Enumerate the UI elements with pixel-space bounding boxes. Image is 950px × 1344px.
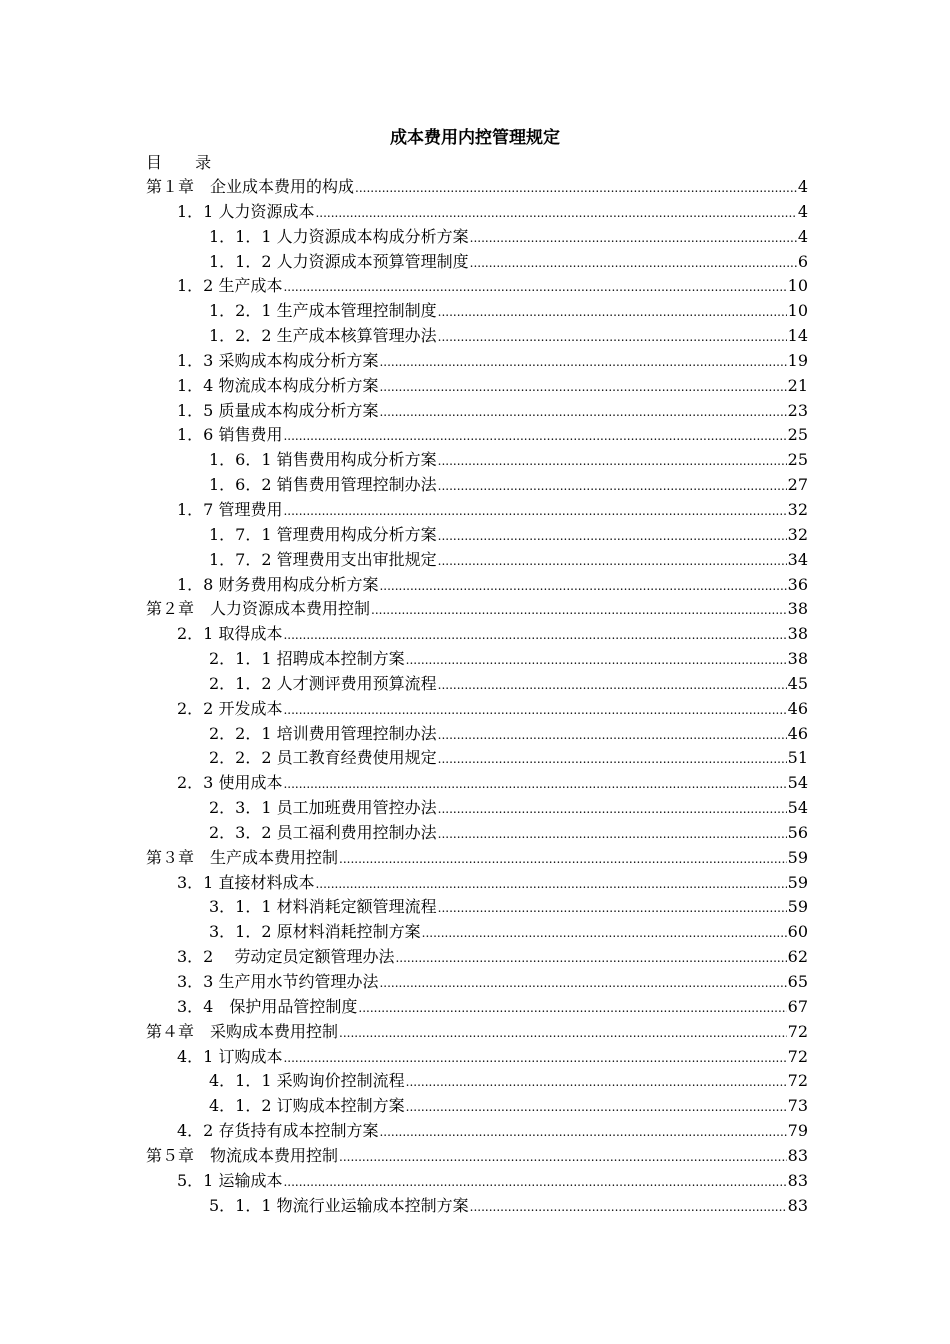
toc-entry[interactable] <box>146 995 808 1020</box>
toc-dot-leader <box>358 996 786 1020</box>
toc-page-number: 83 <box>787 1145 808 1165</box>
toc-entry-title: 2．1．1 招聘成本控制方案 <box>209 649 405 669</box>
toc-dot-leader <box>406 1070 787 1094</box>
toc-entry[interactable] <box>146 1194 808 1219</box>
toc-page-number: 36 <box>787 574 808 594</box>
toc-entry[interactable] <box>146 324 808 349</box>
toc-dot-leader <box>283 499 786 523</box>
toc-dot-leader <box>406 648 787 672</box>
toc-page-number: 38 <box>787 624 808 644</box>
toc-page-number: 65 <box>787 972 808 991</box>
toc-entry-title: 1．3 采购成本构成分析方案 <box>177 350 379 370</box>
toc-page-number: 10 <box>787 301 808 321</box>
toc-heading: 目 录 <box>146 153 226 172</box>
toc-dot-leader <box>371 598 787 622</box>
toc-dot-leader <box>283 623 786 647</box>
toc-dot-leader <box>438 747 787 771</box>
toc-entry-title: 3．3 生产用水节约管理办法 <box>177 972 379 991</box>
toc-dot-leader <box>438 300 787 324</box>
toc-entry[interactable] <box>146 846 808 871</box>
toc-entry-title: 1．8 财务费用构成分析方案 <box>177 574 379 594</box>
toc-dot-leader <box>438 325 787 349</box>
toc-entry[interactable] <box>146 548 808 573</box>
toc-entry-title: 2．1．2 人才测评费用预算流程 <box>209 673 437 693</box>
toc-dot-leader <box>379 574 786 598</box>
toc-entry[interactable] <box>146 423 808 448</box>
toc-entry[interactable] <box>146 796 808 821</box>
toc-entry-title: 第１章 企业成本费用的构成 <box>146 177 355 196</box>
toc-entry-title: 2．2 开发成本 <box>177 698 283 718</box>
toc-dot-leader <box>283 1170 786 1194</box>
toc-dot-leader <box>315 201 796 225</box>
toc-page-number: 4 <box>797 226 808 246</box>
toc-dot-leader <box>438 822 787 846</box>
toc-page-number: 60 <box>787 922 808 942</box>
toc-page-number: 72 <box>787 1046 808 1066</box>
toc-entry-title: 3．2 劳动定员定额管理办法 <box>177 947 395 967</box>
toc-entry[interactable] <box>146 274 808 299</box>
toc-entry-title: 5．1 运输成本 <box>177 1170 283 1190</box>
toc-page-number: 21 <box>787 375 808 395</box>
toc-dot-leader <box>438 896 787 920</box>
toc-entry-title: 第２章 人力资源成本费用控制 <box>146 599 371 619</box>
toc-page-number: 72 <box>787 1071 808 1091</box>
toc-dot-leader <box>438 449 787 473</box>
toc-page-number: 32 <box>787 499 808 519</box>
toc-entry[interactable] <box>146 622 808 647</box>
toc-entry[interactable] <box>146 374 808 399</box>
toc-entry[interactable] <box>146 573 808 598</box>
toc-entry-title: 2．3 使用成本 <box>177 773 283 793</box>
toc-entry[interactable] <box>146 945 808 970</box>
toc-entry-title: 2．3．2 员工福利费用控制办法 <box>209 822 437 842</box>
toc-page-number: 51 <box>787 748 808 768</box>
toc-entry[interactable] <box>146 299 808 324</box>
toc-entry-title: 1．7．2 管理费用支出审批规定 <box>209 549 437 569</box>
toc-entry[interactable] <box>146 821 808 846</box>
toc-dot-leader <box>315 872 786 896</box>
toc-entry-title: 4．1 订购成本 <box>177 1046 283 1066</box>
toc-entry-title: 3．1．1 材料消耗定额管理流程 <box>209 897 437 917</box>
toc-page-number: 83 <box>787 1195 808 1215</box>
toc-dot-leader <box>283 275 786 299</box>
toc-entry-title: 第５章 物流成本费用控制 <box>146 1145 339 1165</box>
document-title: 成本费用内控管理规定 <box>390 128 560 148</box>
toc-entry[interactable] <box>146 1094 808 1119</box>
toc-page-number: 72 <box>787 1021 808 1041</box>
toc-entry-title: 5．1．1 物流行业运输成本控制方案 <box>209 1195 469 1215</box>
toc-entry-title: 1．6．2 销售费用管理控制办法 <box>209 475 437 495</box>
toc-entry-title: 4．2 存货持有成本控制方案 <box>177 1121 379 1141</box>
toc-entry-title: 1．2．1 生产成本管理控制制度 <box>209 301 437 321</box>
toc-page-number: 67 <box>787 996 808 1016</box>
toc-page-number: 23 <box>787 400 808 420</box>
toc-entry[interactable] <box>146 175 808 200</box>
toc-page-number: 27 <box>787 475 808 495</box>
toc-entry-title: 1．1．1 人力资源成本构成分析方案 <box>209 226 469 246</box>
toc-page-number: 83 <box>787 1170 808 1190</box>
toc-dot-leader <box>406 1095 787 1119</box>
toc-entry[interactable] <box>146 1144 808 1169</box>
toc-page-number: 38 <box>787 599 808 619</box>
toc-page-number: 10 <box>787 276 808 296</box>
toc-page-number: 59 <box>787 847 808 867</box>
toc-dot-leader <box>355 176 797 200</box>
toc-entry[interactable] <box>146 448 808 473</box>
toc-dot-leader <box>283 424 786 448</box>
toc-dot-leader <box>438 524 787 548</box>
toc-page-number: 32 <box>787 524 808 544</box>
toc-entry-title: 3．1．2 原材料消耗控制方案 <box>209 922 421 942</box>
table-of-contents <box>146 175 808 1218</box>
toc-page-number: 46 <box>787 723 808 743</box>
toc-dot-leader <box>470 226 797 250</box>
toc-entry-title: 1．5 质量成本构成分析方案 <box>177 400 379 420</box>
toc-entry[interactable] <box>146 523 808 548</box>
toc-entry[interactable] <box>146 498 808 523</box>
toc-dot-leader <box>379 1120 786 1144</box>
toc-dot-leader <box>283 772 786 796</box>
toc-entry[interactable] <box>146 647 808 672</box>
toc-entry-title: 1．2 生产成本 <box>177 276 283 296</box>
toc-dot-leader <box>339 1145 787 1169</box>
toc-entry[interactable] <box>146 1045 808 1070</box>
toc-page-number: 4 <box>797 201 808 221</box>
toc-entry-title: 2．2．2 员工教育经费使用规定 <box>209 748 437 768</box>
toc-page-number: 25 <box>787 450 808 470</box>
toc-page-number: 59 <box>787 872 808 892</box>
toc-page-number: 34 <box>787 549 808 569</box>
toc-entry[interactable] <box>146 871 808 896</box>
toc-dot-leader <box>379 971 786 995</box>
toc-entry[interactable] <box>146 597 808 622</box>
toc-dot-leader <box>438 474 787 498</box>
toc-entry-title: 4．1．2 订购成本控制方案 <box>209 1096 405 1116</box>
toc-entry-title: 4．1．1 采购询价控制流程 <box>209 1071 405 1091</box>
toc-entry-title: 1．6．1 销售费用构成分析方案 <box>209 450 437 470</box>
toc-page-number: 38 <box>787 649 808 669</box>
toc-dot-leader <box>438 673 787 697</box>
toc-entry[interactable] <box>146 697 808 722</box>
toc-entry-title: 1．1 人力资源成本 <box>177 201 315 221</box>
toc-dot-leader <box>470 251 797 275</box>
toc-page-number: 19 <box>787 350 808 370</box>
toc-dot-leader <box>438 549 787 573</box>
toc-page-number: 79 <box>787 1121 808 1141</box>
toc-entry[interactable] <box>146 771 808 796</box>
toc-page-number: 25 <box>787 425 808 445</box>
toc-entry-title: 2．1 取得成本 <box>177 624 283 644</box>
toc-entry[interactable] <box>146 1020 808 1045</box>
toc-dot-leader <box>438 723 787 747</box>
toc-entry-title: 2．2．1 培训费用管理控制办法 <box>209 723 437 743</box>
toc-dot-leader <box>438 797 787 821</box>
toc-dot-leader <box>283 698 786 722</box>
toc-entry-title: 1．4 物流成本构成分析方案 <box>177 375 379 395</box>
toc-entry[interactable] <box>146 473 808 498</box>
toc-dot-leader <box>470 1195 787 1219</box>
toc-entry-title: 1．6 销售费用 <box>177 425 283 445</box>
toc-dot-leader <box>379 375 786 399</box>
toc-dot-leader <box>339 847 787 871</box>
toc-entry[interactable] <box>146 225 808 250</box>
toc-entry-title: 第３章 生产成本费用控制 <box>146 847 339 867</box>
toc-entry[interactable] <box>146 250 808 275</box>
toc-entry-title: 第４章 采购成本费用控制 <box>146 1021 339 1041</box>
toc-page-number: 4 <box>797 177 808 196</box>
toc-entry[interactable] <box>146 722 808 747</box>
toc-entry[interactable] <box>146 746 808 771</box>
toc-entry[interactable] <box>146 1069 808 1094</box>
toc-entry[interactable] <box>146 1169 808 1194</box>
toc-dot-leader <box>339 1021 787 1045</box>
toc-page-number: 6 <box>797 251 808 271</box>
toc-page-number: 54 <box>787 798 808 818</box>
toc-dot-leader <box>395 946 786 970</box>
toc-entry-title: 1．7．1 管理费用构成分析方案 <box>209 524 437 544</box>
toc-entry[interactable] <box>146 399 808 424</box>
toc-page-number: 62 <box>787 947 808 967</box>
toc-entry-title: 3．1 直接材料成本 <box>177 872 315 892</box>
toc-entry-title: 3．4 保护用品管控制度 <box>177 996 358 1016</box>
toc-page-number: 54 <box>787 773 808 793</box>
toc-entry[interactable] <box>146 672 808 697</box>
toc-page-number: 73 <box>787 1096 808 1116</box>
toc-entry[interactable] <box>146 1119 808 1144</box>
toc-entry[interactable] <box>146 200 808 225</box>
toc-page-number: 14 <box>787 326 808 346</box>
toc-entry-title: 2．3．1 员工加班费用管控办法 <box>209 798 437 818</box>
toc-page-number: 59 <box>787 897 808 917</box>
toc-dot-leader <box>422 921 787 945</box>
toc-entry-title: 1．1．2 人力资源成本预算管理制度 <box>209 251 469 271</box>
toc-page-number: 45 <box>787 673 808 693</box>
toc-entry-title: 1．2．2 生产成本核算管理办法 <box>209 326 437 346</box>
toc-dot-leader <box>379 350 786 374</box>
toc-entry[interactable] <box>146 920 808 945</box>
toc-dot-leader <box>379 400 786 424</box>
toc-entry[interactable] <box>146 895 808 920</box>
toc-entry[interactable] <box>146 970 808 995</box>
toc-page-number: 56 <box>787 822 808 842</box>
toc-dot-leader <box>283 1046 786 1070</box>
toc-entry[interactable] <box>146 349 808 374</box>
toc-page-number: 46 <box>787 698 808 718</box>
toc-entry-title: 1．7 管理费用 <box>177 499 283 519</box>
